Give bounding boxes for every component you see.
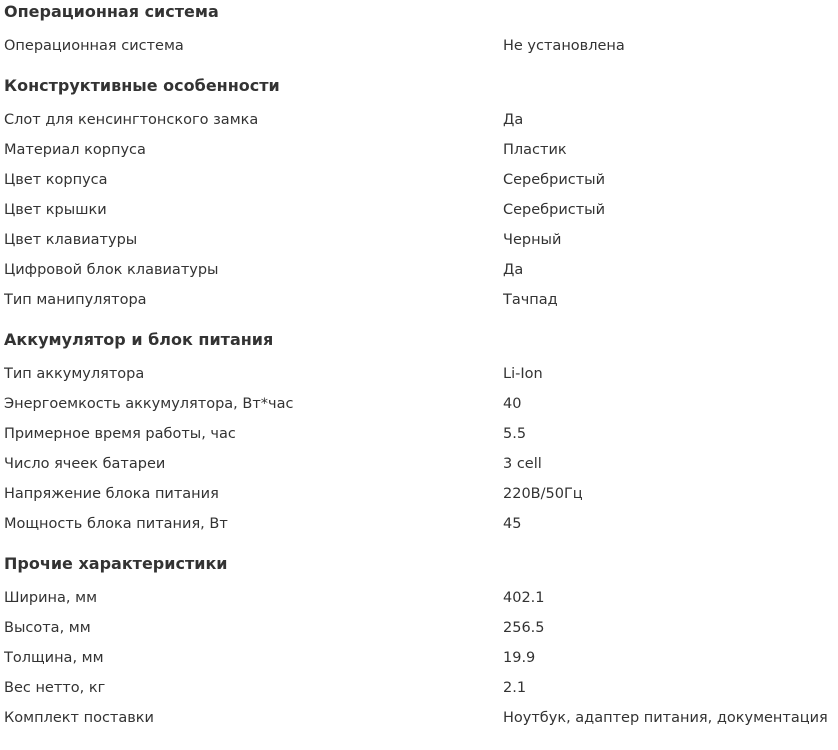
- spec-value: Черный: [503, 232, 562, 248]
- spec-row: [4, 613, 838, 643]
- spec-row: [4, 673, 838, 703]
- section-title: Прочие характеристики: [4, 554, 228, 573]
- spec-rows: [4, 583, 838, 733]
- spec-row: [4, 285, 838, 315]
- spec-label: Энергоемкость аккумулятора, Вт*час: [4, 396, 294, 412]
- spec-row: [4, 419, 838, 449]
- spec-rows: [4, 359, 838, 539]
- spec-value: 2.1: [503, 680, 527, 696]
- spec-value: Да: [503, 262, 524, 278]
- spec-label: Слот для кенсингтонского замка: [4, 112, 259, 128]
- spec-row: [4, 643, 838, 673]
- spec-section: [4, 553, 838, 733]
- spec-label: Напряжение блока питания: [4, 486, 219, 502]
- spec-value: 45: [503, 516, 522, 532]
- spec-label: Примерное время работы, час: [4, 426, 236, 442]
- spec-value: 402.1: [503, 590, 545, 606]
- spec-value: Пластик: [503, 142, 567, 158]
- spec-label: Ширина, мм: [4, 590, 98, 606]
- spec-rows: [4, 31, 838, 61]
- spec-row: [4, 449, 838, 479]
- spec-section: [4, 1, 838, 61]
- spec-section: [4, 75, 838, 315]
- spec-value: Li-Ion: [503, 366, 543, 382]
- spec-value: Серебристый: [503, 202, 606, 218]
- spec-row: [4, 583, 838, 613]
- spec-label: Высота, мм: [4, 620, 91, 636]
- spec-label: Цвет крышки: [4, 202, 107, 218]
- spec-value: Да: [503, 112, 524, 128]
- spec-rows: [4, 105, 838, 315]
- spec-label: Операционная система: [4, 38, 184, 54]
- spec-label: Толщина, мм: [4, 650, 104, 666]
- spec-row: [4, 225, 838, 255]
- spec-label: Мощность блока питания, Вт: [4, 516, 228, 532]
- spec-row: [4, 359, 838, 389]
- spec-row: [4, 255, 838, 285]
- spec-row: [4, 479, 838, 509]
- spec-label: Цифровой блок клавиатуры: [4, 262, 219, 278]
- spec-value: 3 cell: [503, 456, 542, 472]
- spec-value: 40: [503, 396, 522, 412]
- spec-row: [4, 703, 838, 733]
- spec-label: Число ячеек батареи: [4, 456, 166, 472]
- spec-value: 220В/50Гц: [503, 486, 583, 502]
- spec-row: [4, 135, 838, 165]
- section-title: Конструктивные особенности: [4, 76, 280, 95]
- spec-label: Цвет корпуса: [4, 172, 108, 188]
- spec-value: Серебристый: [503, 172, 606, 188]
- spec-label: Комплект поставки: [4, 710, 154, 726]
- spec-label: Материал корпуса: [4, 142, 146, 158]
- spec-label: Цвет клавиатуры: [4, 232, 138, 248]
- spec-value: Не установлена: [503, 38, 625, 54]
- spec-row: [4, 165, 838, 195]
- spec-value: 5.5: [503, 426, 527, 442]
- spec-row: [4, 195, 838, 225]
- spec-label: Тип манипулятора: [4, 292, 147, 308]
- section-title: Аккумулятор и блок питания: [4, 330, 274, 349]
- spec-label: Вес нетто, кг: [4, 680, 106, 696]
- spec-value: Ноутбук, адаптер питания, документация: [503, 710, 828, 726]
- spec-row: [4, 509, 838, 539]
- section-title: Операционная система: [4, 2, 219, 21]
- spec-row: [4, 389, 838, 419]
- spec-row: [4, 105, 838, 135]
- spec-value: 256.5: [503, 620, 545, 636]
- spec-value: Тачпад: [503, 292, 558, 308]
- spec-value: 19.9: [503, 650, 536, 666]
- specifications-list: [4, 0, 838, 733]
- spec-row: [4, 31, 838, 61]
- spec-section: [4, 329, 838, 539]
- spec-label: Тип аккумулятора: [4, 366, 145, 382]
